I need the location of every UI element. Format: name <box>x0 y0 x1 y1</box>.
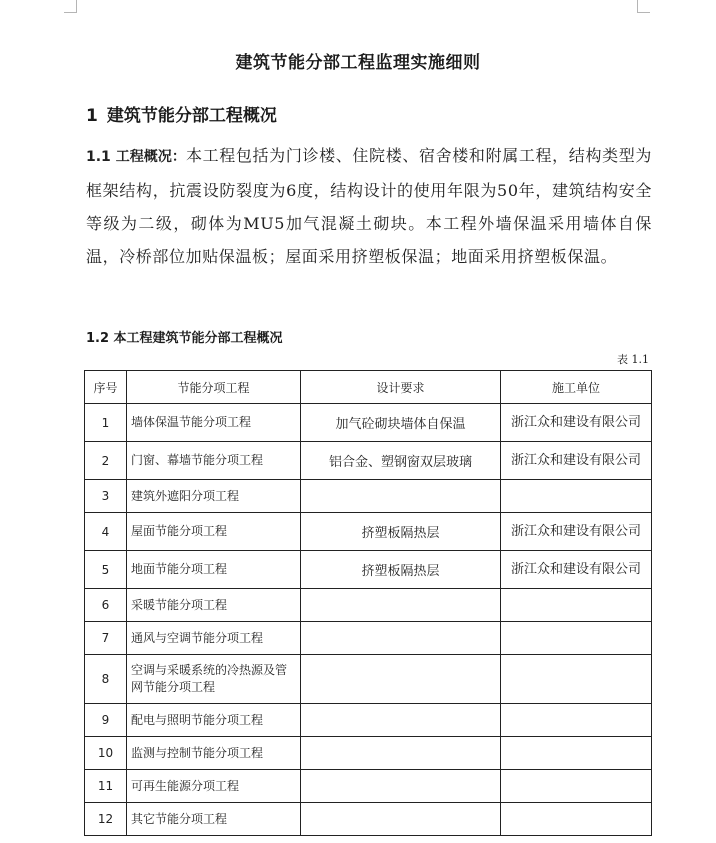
row-contractor <box>501 737 652 770</box>
section-1-1-body: 本工程包括为门诊楼、住院楼、宿舍楼和附属工程，结构类型为框架结构，抗震设防裂度为6度，结构设计的使用年限为50年，建筑结构安全等级为二级，砌体为MU5加气混凝土砌块。本工程外墙保温采用墙体自保温，冷桥部位加贴保温板；屋面采用挤塑板保温；地面采用挤塑板保温。 <box>86 146 652 266</box>
row-requirement <box>301 622 501 655</box>
row-number: 2 <box>85 442 127 480</box>
table-row <box>85 589 652 622</box>
table-header-row <box>85 371 652 404</box>
row-contractor: 浙江众和建设有限公司 <box>501 551 652 589</box>
row-contractor <box>501 655 652 704</box>
row-contractor <box>501 480 652 513</box>
row-item: 可再生能源分项工程 <box>127 770 301 803</box>
row-number: 11 <box>85 770 127 803</box>
header-requirement: 设计要求 <box>301 371 501 404</box>
section-1-title: 建筑节能分部工程概况 <box>106 106 277 126</box>
table-row <box>85 803 652 836</box>
table-row <box>85 704 652 737</box>
table-row <box>85 737 652 770</box>
document-title: 建筑节能分部工程监理实施细则 <box>235 53 481 73</box>
header-no: 序号 <box>85 371 127 404</box>
energy-saving-table <box>84 370 652 836</box>
row-item: 监测与控制节能分项工程 <box>127 737 301 770</box>
section-1-1-paragraph <box>86 139 652 273</box>
row-number: 1 <box>85 404 127 442</box>
row-number: 3 <box>85 480 127 513</box>
row-requirement: 挤塑板隔热层 <box>301 551 501 589</box>
table-row <box>85 551 652 589</box>
header-item: 节能分项工程 <box>127 371 301 404</box>
row-item: 空调与采暖系统的冷热源及管网节能分项工程 <box>127 655 301 704</box>
row-requirement: 加气砼砌块墙体自保温 <box>301 404 501 442</box>
row-number: 6 <box>85 589 127 622</box>
row-item: 建筑外遮阳分项工程 <box>127 480 301 513</box>
row-item: 配电与照明节能分项工程 <box>127 704 301 737</box>
table-body <box>85 404 652 836</box>
row-requirement <box>301 589 501 622</box>
row-contractor: 浙江众和建设有限公司 <box>501 404 652 442</box>
row-contractor: 浙江众和建设有限公司 <box>501 513 652 551</box>
row-contractor <box>501 704 652 737</box>
row-requirement: 挤塑板隔热层 <box>301 513 501 551</box>
row-contractor <box>501 589 652 622</box>
row-requirement <box>301 803 501 836</box>
row-number: 9 <box>85 704 127 737</box>
row-number: 4 <box>85 513 127 551</box>
row-contractor <box>501 803 652 836</box>
header-contractor: 施工单位 <box>501 371 652 404</box>
table-row <box>85 404 652 442</box>
row-requirement <box>301 770 501 803</box>
row-requirement <box>301 704 501 737</box>
row-item: 屋面节能分项工程 <box>127 513 301 551</box>
row-item: 墙体保温节能分项工程 <box>127 404 301 442</box>
margin-mark-top-right <box>637 0 650 13</box>
row-requirement <box>301 480 501 513</box>
section-1-2-heading: 1.2 本工程建筑节能分部工程概况 <box>86 331 283 346</box>
table-row <box>85 655 652 704</box>
row-contractor: 浙江众和建设有限公司 <box>501 442 652 480</box>
row-number: 7 <box>85 622 127 655</box>
table-row <box>85 513 652 551</box>
table-row <box>85 770 652 803</box>
row-number: 8 <box>85 655 127 704</box>
table-row <box>85 442 652 480</box>
row-item: 门窗、幕墙节能分项工程 <box>127 442 301 480</box>
row-number: 10 <box>85 737 127 770</box>
row-item: 其它节能分项工程 <box>127 803 301 836</box>
row-number: 12 <box>85 803 127 836</box>
table-caption: 表 1.1 <box>617 353 649 366</box>
section-1-heading <box>86 101 277 126</box>
row-item: 采暖节能分项工程 <box>127 589 301 622</box>
row-item: 地面节能分项工程 <box>127 551 301 589</box>
row-requirement <box>301 737 501 770</box>
row-contractor <box>501 622 652 655</box>
table-row <box>85 480 652 513</box>
row-item: 通风与空调节能分项工程 <box>127 622 301 655</box>
row-requirement <box>301 655 501 704</box>
margin-mark-top-left <box>64 0 77 13</box>
row-requirement: 铝合金、塑钢窗双层玻璃 <box>301 442 501 480</box>
section-1-1-label: 1.1 工程概况： <box>86 149 186 165</box>
row-number: 5 <box>85 551 127 589</box>
table-row <box>85 622 652 655</box>
section-1-number: 1 <box>86 106 98 126</box>
row-contractor <box>501 770 652 803</box>
